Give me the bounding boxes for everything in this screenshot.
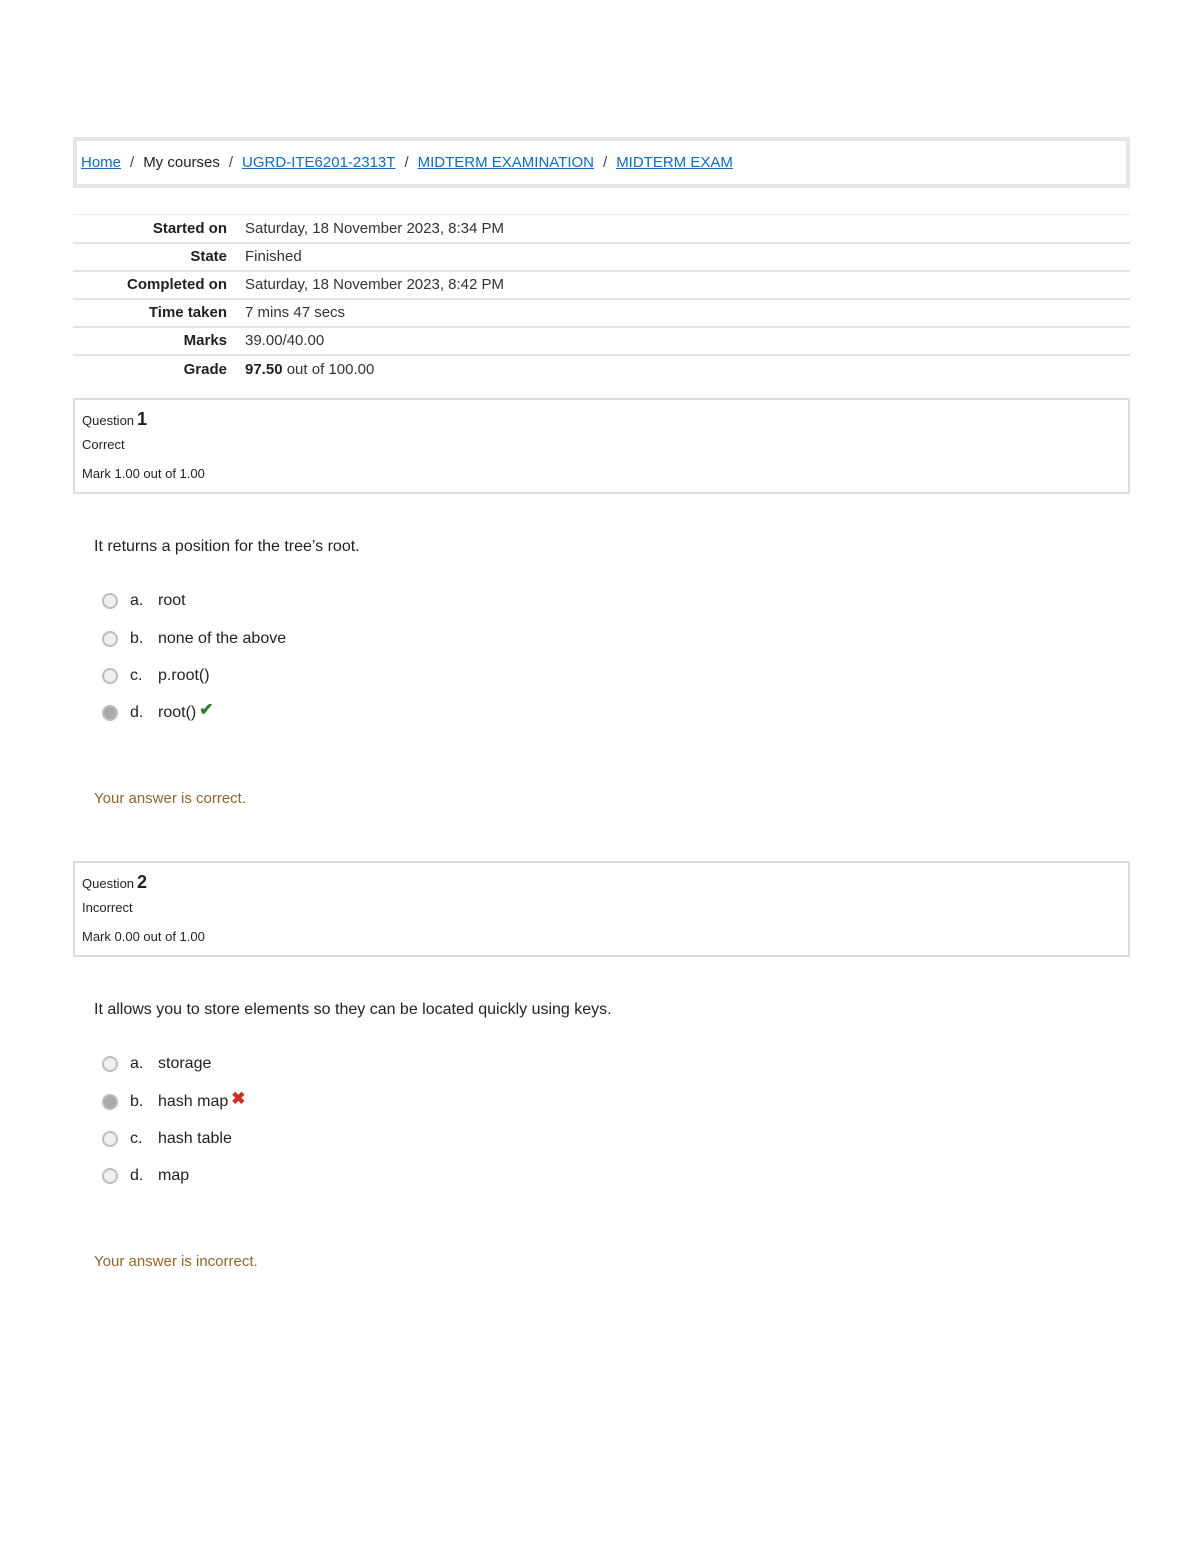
breadcrumb-activity-link[interactable]: MIDTERM EXAM [616, 154, 733, 171]
question-mark: Mark 1.00 out of 1.00 [82, 466, 205, 481]
summary-row-grade [73, 355, 1130, 383]
grade-value: 97.50 [245, 360, 283, 378]
question-2-text: It allows you to store elements so they can be located quickly using keys. [94, 1001, 612, 1018]
summary-row-marks [73, 327, 1130, 355]
radio-button-selected[interactable] [102, 1094, 118, 1110]
state-label: State [73, 243, 244, 271]
breadcrumb-home-link[interactable]: Home [81, 154, 122, 171]
radio-button[interactable] [102, 1056, 118, 1072]
state-value: Finished [244, 243, 1130, 271]
question-number-value: 1 [137, 409, 148, 429]
question-mark: Mark 0.00 out of 1.00 [82, 929, 205, 944]
question-2-option-a[interactable] [102, 1053, 211, 1075]
question-2-option-d[interactable] [102, 1165, 189, 1187]
question-2-info [73, 861, 1130, 957]
question-state: Incorrect [82, 900, 133, 915]
option-letter: d. [130, 704, 144, 721]
radio-button[interactable] [102, 1168, 118, 1184]
option-text: root [158, 592, 186, 609]
question-number [82, 409, 147, 430]
time-taken-value: 7 mins 47 secs [244, 299, 1130, 327]
completed-value: Saturday, 18 November 2023, 8:42 PM [244, 271, 1130, 299]
question-state: Correct [82, 437, 125, 452]
breadcrumb-separator: / [404, 154, 409, 171]
question-1-text: It returns a position for the tree’s root. [94, 538, 360, 555]
started-label: Started on [73, 215, 244, 243]
time-taken-label: Time taken [73, 299, 244, 327]
option-letter: c. [130, 667, 143, 684]
question-number-value: 2 [137, 872, 148, 892]
grade-value-cell [244, 355, 1130, 383]
question-1-option-b[interactable] [102, 628, 286, 650]
option-letter: a. [130, 592, 144, 609]
attempt-summary-table [73, 214, 1130, 383]
breadcrumb-my-courses: My courses [143, 154, 220, 171]
question-1-option-c[interactable] [102, 665, 210, 687]
question-2-option-b[interactable] [102, 1091, 246, 1113]
radio-button[interactable] [102, 668, 118, 684]
breadcrumb-separator: / [130, 154, 135, 171]
option-text: hash table [158, 1130, 232, 1147]
marks-label: Marks [73, 327, 244, 355]
option-text: storage [158, 1055, 212, 1072]
option-text: root() [158, 704, 197, 721]
question-number [82, 872, 147, 893]
radio-button[interactable] [102, 631, 118, 647]
radio-button-selected[interactable] [102, 705, 118, 721]
radio-button[interactable] [102, 1131, 118, 1147]
started-value: Saturday, 18 November 2023, 8:34 PM [244, 215, 1130, 243]
grade-suffix: out of 100.00 [286, 360, 375, 378]
question-label: Question [82, 876, 135, 891]
question-1-feedback: Your answer is correct. [94, 790, 247, 807]
question-1-option-d[interactable] [102, 702, 213, 724]
question-2-feedback: Your answer is incorrect. [94, 1253, 258, 1270]
radio-button[interactable] [102, 593, 118, 609]
option-letter: b. [130, 630, 144, 647]
option-text: map [158, 1167, 190, 1184]
completed-label: Completed on [73, 271, 244, 299]
breadcrumb-separator: / [603, 154, 608, 171]
check-icon: ✔ [199, 700, 214, 719]
breadcrumb-section-link[interactable]: MIDTERM EXAMINATION [417, 154, 595, 171]
option-letter: a. [130, 1055, 144, 1072]
summary-row-time [73, 299, 1130, 327]
grade-label: Grade [73, 355, 244, 383]
question-2-option-c[interactable] [102, 1128, 232, 1150]
option-letter: c. [130, 1130, 143, 1147]
summary-row-state [73, 243, 1130, 271]
question-1-info [73, 398, 1130, 494]
option-text: none of the above [158, 630, 287, 647]
breadcrumb-course-link[interactable]: UGRD-ITE6201-2313T [242, 154, 396, 171]
option-letter: b. [130, 1093, 144, 1110]
summary-row-completed [73, 271, 1130, 299]
cross-icon: ✖ [231, 1089, 246, 1108]
question-1-option-a[interactable] [102, 590, 186, 612]
option-text: hash map [158, 1093, 229, 1110]
option-text: p.root() [158, 667, 210, 684]
breadcrumb [73, 137, 1130, 188]
question-label: Question [82, 413, 135, 428]
breadcrumb-separator: / [228, 154, 234, 171]
marks-value: 39.00/40.00 [244, 327, 1130, 355]
summary-row-started [73, 215, 1130, 243]
option-letter: d. [130, 1167, 144, 1184]
